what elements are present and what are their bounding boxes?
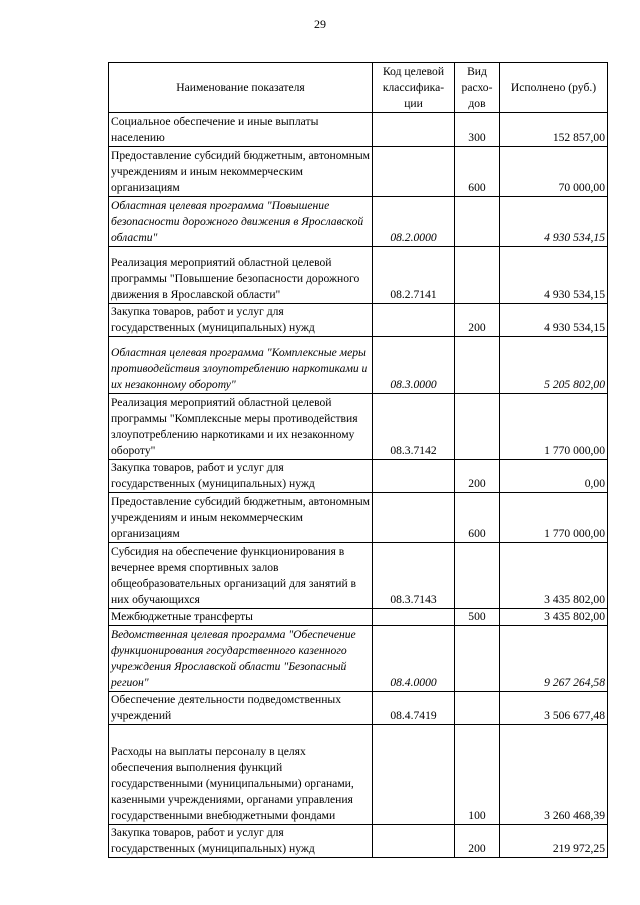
cell-vid: 600	[455, 147, 500, 197]
cell-code	[373, 304, 455, 337]
cell-sum: 152 857,00	[500, 113, 608, 147]
header-vid: Вид расхо-дов	[455, 63, 500, 113]
cell-name: Реализация мероприятий областной целевой программы "Повышение безопасности дорожного движения в Ярославской области"	[109, 247, 373, 304]
table-row	[109, 337, 608, 394]
budget-table	[108, 62, 608, 858]
cell-code	[373, 609, 455, 626]
cell-sum: 1 770 000,00	[500, 394, 608, 460]
cell-name: Расходы на выплаты персоналу в целях обеспечения выполнения функций государственными (муниципальными) органами, казенными учреждениями, органами управления государственными внебюджетными фондами	[109, 725, 373, 825]
cell-code: 08.3.0000	[373, 337, 455, 394]
cell-vid: 200	[455, 825, 500, 858]
cell-name: Обеспечение деятельности подведомственных учреждений	[109, 692, 373, 725]
cell-vid: 200	[455, 460, 500, 493]
table-row	[109, 147, 608, 197]
cell-code: 08.3.7142	[373, 394, 455, 460]
cell-vid: 200	[455, 304, 500, 337]
cell-name: Реализация мероприятий областной целевой программы "Комплексные меры противодействия злоупотреблению наркотиками и их незаконному обороту"	[109, 394, 373, 460]
table-row	[109, 692, 608, 725]
table-row	[109, 825, 608, 858]
cell-sum: 4 930 534,15	[500, 304, 608, 337]
table-row	[109, 626, 608, 692]
cell-sum: 70 000,00	[500, 147, 608, 197]
cell-name: Областная целевая программа "Комплексные меры противодействия злоупотреблению наркотиками и их незаконному обороту"	[109, 337, 373, 394]
cell-code	[373, 825, 455, 858]
cell-vid: 600	[455, 493, 500, 543]
cell-vid: 100	[455, 725, 500, 825]
cell-sum: 9 267 264,58	[500, 626, 608, 692]
cell-sum: 219 972,25	[500, 825, 608, 858]
cell-name: Закупка товаров, работ и услуг для государственных (муниципальных) нужд	[109, 304, 373, 337]
table-row	[109, 197, 608, 247]
header-sum: Исполнено (руб.)	[500, 63, 608, 113]
cell-vid	[455, 626, 500, 692]
cell-code	[373, 113, 455, 147]
cell-name: Предоставление субсидий бюджетным, автономным учреждениям и иным некоммерческим организациям	[109, 147, 373, 197]
cell-code: 08.3.7143	[373, 543, 455, 609]
cell-vid	[455, 692, 500, 725]
table-row	[109, 460, 608, 493]
cell-name: Закупка товаров, работ и услуг для государственных (муниципальных) нужд	[109, 825, 373, 858]
cell-vid	[455, 197, 500, 247]
cell-code	[373, 493, 455, 543]
cell-code: 08.4.0000	[373, 626, 455, 692]
cell-sum: 3 435 802,00	[500, 543, 608, 609]
cell-code	[373, 460, 455, 493]
table-row	[109, 493, 608, 543]
cell-sum: 4 930 534,15	[500, 197, 608, 247]
cell-name: Предоставление субсидий бюджетным, автономным учреждениям и иным некоммерческим организациям	[109, 493, 373, 543]
table-row	[109, 543, 608, 609]
cell-name: Закупка товаров, работ и услуг для государственных (муниципальных) нужд	[109, 460, 373, 493]
cell-sum: 3 435 802,00	[500, 609, 608, 626]
cell-name: Ведомственная целевая программа "Обеспечение функционирования государственного казенного учреждения Ярославской области "Безопасный регион"	[109, 626, 373, 692]
page-number: 29	[314, 17, 326, 31]
cell-sum: 3 506 677,48	[500, 692, 608, 725]
cell-vid: 500	[455, 609, 500, 626]
cell-name: Областная целевая программа "Повышение безопасности дорожного движения в Ярославской области"	[109, 197, 373, 247]
table-row	[109, 394, 608, 460]
cell-code: 08.2.7141	[373, 247, 455, 304]
cell-vid	[455, 247, 500, 304]
cell-vid	[455, 543, 500, 609]
cell-vid	[455, 337, 500, 394]
cell-sum: 1 770 000,00	[500, 493, 608, 543]
table-header-row	[109, 63, 608, 113]
table-row	[109, 304, 608, 337]
cell-code: 08.2.0000	[373, 197, 455, 247]
cell-sum: 0,00	[500, 460, 608, 493]
cell-sum: 5 205 802,00	[500, 337, 608, 394]
cell-sum: 4 930 534,15	[500, 247, 608, 304]
cell-sum: 3 260 468,39	[500, 725, 608, 825]
cell-name: Межбюджетные трансферты	[109, 609, 373, 626]
cell-name: Социальное обеспечение и иные выплаты населению	[109, 113, 373, 147]
cell-code	[373, 147, 455, 197]
table-row	[109, 725, 608, 825]
header-name: Наименование показателя	[109, 63, 373, 113]
cell-vid	[455, 394, 500, 460]
table-row	[109, 113, 608, 147]
header-code: Код целевой классифика-ции	[373, 63, 455, 113]
cell-code	[373, 725, 455, 825]
cell-name: Субсидия на обеспечение функционирования в вечернее время спортивных залов общеобразовательных организаций для занятий в них обучающихся	[109, 543, 373, 609]
table-body	[109, 113, 608, 858]
cell-code: 08.4.7419	[373, 692, 455, 725]
table-row	[109, 609, 608, 626]
table-row	[109, 247, 608, 304]
cell-vid: 300	[455, 113, 500, 147]
